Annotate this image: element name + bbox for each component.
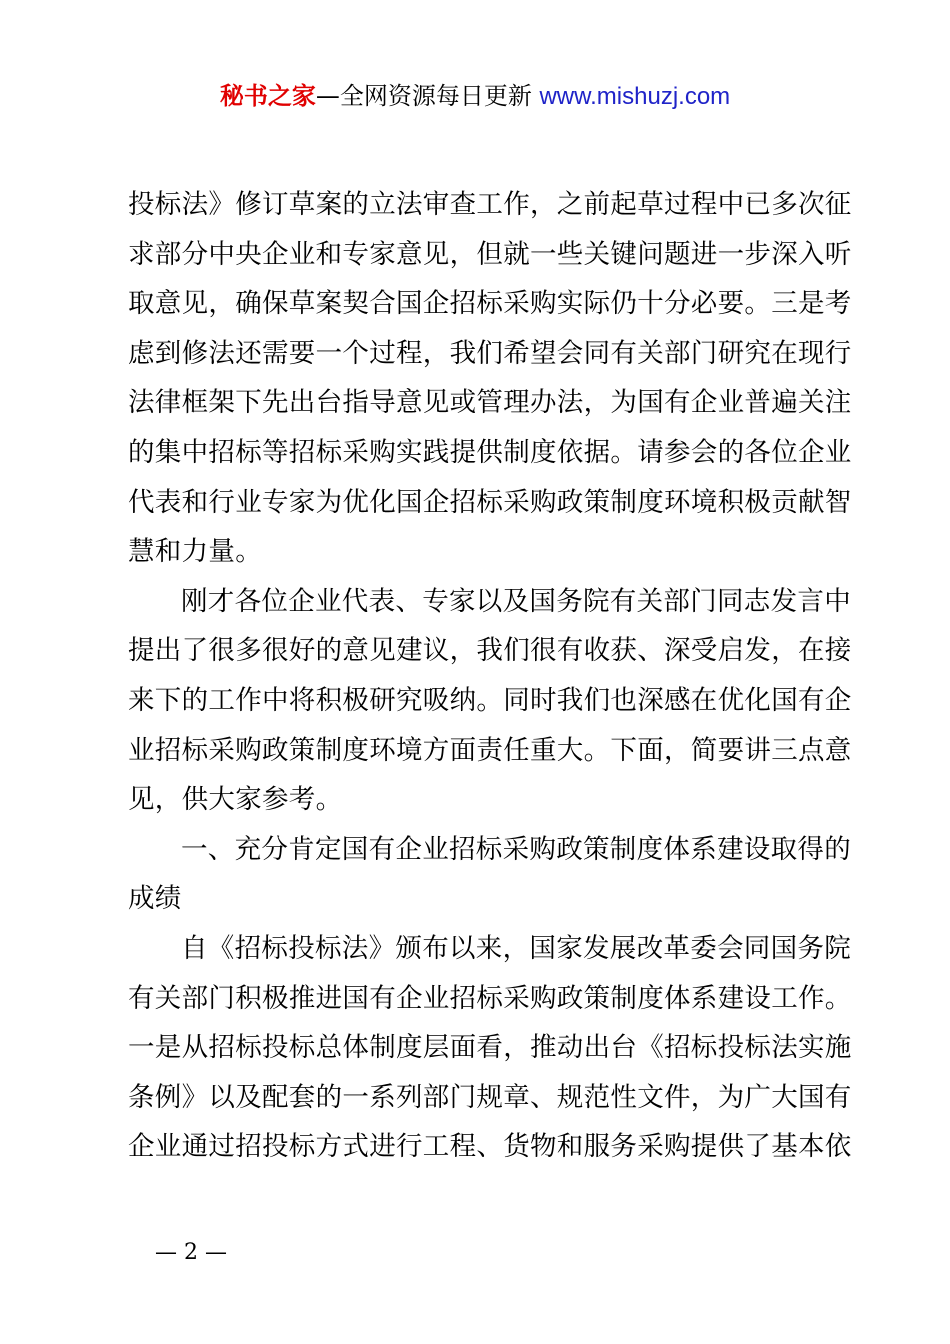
- body-line: 法律框架下先出台指导意见或管理办法，为国有企业普遍关注: [128, 387, 852, 419]
- body-line: 来下的工作中将积极研究吸纳。同时我们也深感在优化国有企: [128, 684, 852, 716]
- body-line: 投标法》修订草案的立法审查工作，之前起草过程中已多次征: [128, 189, 852, 220]
- body-line: 的集中招标等招标采购实践提供制度依据。请参会的各位企业: [128, 436, 852, 468]
- body-line: 条例》以及配套的一系列部门规章、规范性文件，为广大国有: [128, 1081, 852, 1113]
- document-body: [128, 180, 852, 1172]
- site-header: [0, 78, 950, 115]
- site-tagline: —全网资源每日更新: [315, 82, 532, 110]
- site-url-link[interactable]: www.mishuzj.com: [539, 83, 731, 110]
- body-line: 一是从招标投标总体制度层面看，推动出台《招标投标法实施: [128, 1032, 852, 1064]
- body-line: 代表和行业专家为优化国企招标采购政策制度环境积极贡献智: [128, 486, 852, 518]
- section-heading-line: 成绩: [128, 883, 182, 915]
- body-line: 见，供大家参考。: [128, 784, 343, 816]
- page-number: — 2 —: [155, 1240, 227, 1265]
- body-line: 取意见，确保草案契合国企招标采购实际仍十分必要。三是考: [128, 288, 852, 320]
- body-line: 企业通过招投标方式进行工程、货物和服务采购提供了基本依: [128, 1131, 852, 1163]
- body-line: 有关部门积极推进国有企业招标采购政策制度体系建设工作。: [128, 982, 852, 1014]
- body-line: 慧和力量。: [128, 536, 262, 568]
- section-heading-line: 一、充分肯定国有企业招标采购政策制度体系建设取得的: [181, 833, 851, 865]
- body-line: 业招标采购政策制度环境方面责任重大。下面，简要讲三点意: [128, 734, 852, 766]
- body-line: 虑到修法还需要一个过程，我们希望会同有关部门研究在现行: [128, 337, 852, 369]
- site-brand: 秘书之家: [219, 82, 316, 110]
- body-line: 求部分中央企业和专家意见，但就一些关键问题进一步深入听: [128, 238, 852, 270]
- paragraph-first-line: 刚才各位企业代表、专家以及国务院有关部门同志发言中: [181, 585, 851, 617]
- paragraph-first-line: 自《招标投标法》颁布以来，国家发展改革委会同国务院: [181, 932, 851, 964]
- body-line: 提出了很多很好的意见建议，我们很有收获、深受启发，在接: [128, 635, 852, 667]
